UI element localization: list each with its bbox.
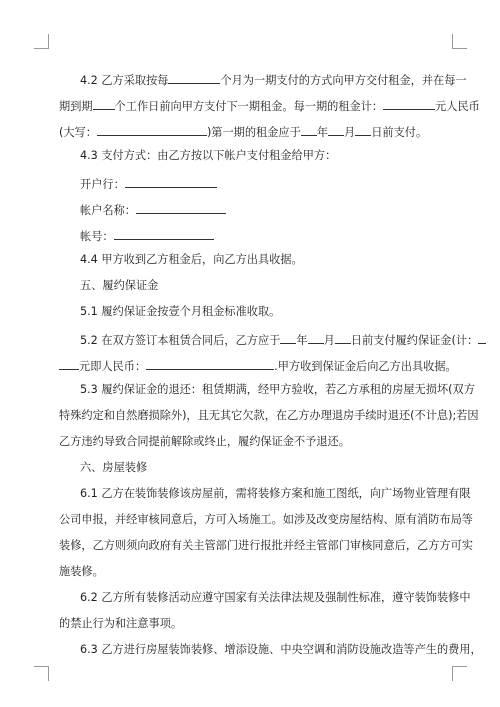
blank-working-days <box>93 97 115 110</box>
text: 年 <box>296 334 308 347</box>
text: )第一期的租金应于 <box>206 126 301 139</box>
clause-6-1-line-2: 公司申报，并经审核同意后，方可入场施工。如涉及改变房屋结构、原有消防布局等 <box>59 513 473 526</box>
blank-year <box>280 331 296 344</box>
corner-mark-bottom-right <box>452 666 467 681</box>
blank-bank <box>125 175 217 188</box>
blank-rent-amount <box>383 97 435 110</box>
corner-mark-top-left <box>34 34 49 49</box>
account-number-line <box>80 227 214 244</box>
text: 帐户名称： <box>80 204 136 217</box>
blank-deposit-amount <box>59 357 79 370</box>
clause-6-1-line-4: 施装修。 <box>59 565 104 578</box>
clause-6-2-line-1: 6.2 乙方所有装修活动应遵守国家有关法律法规及强制性标准，遵守装饰装修中 <box>80 591 471 604</box>
text: 日前支付履约保证金(计： <box>350 334 479 347</box>
blank-day <box>355 123 371 136</box>
clause-4-2-line-1 <box>80 71 467 88</box>
clause-4-2-line-3 <box>59 123 427 140</box>
blank-deposit-rmb <box>146 357 274 370</box>
text: 月 <box>323 334 335 347</box>
text: 开户行： <box>80 178 125 191</box>
blank-month <box>308 331 324 344</box>
clause-5-3-line-2: 特殊约定和自然磨损除外)，且无其它欠款，在乙方办理退房手续时退还(不计息);若因 <box>59 409 479 422</box>
text: 4.2 乙方采取按每 <box>80 74 169 87</box>
blank-deposit-start <box>478 331 486 344</box>
blank-account-number <box>114 227 214 240</box>
clause-5-2-line-2 <box>59 357 457 374</box>
clause-4-4: 4.4 甲方收到乙方租金后，向乙方出具收据。 <box>80 253 303 266</box>
text: 年 <box>316 126 329 139</box>
clause-5-1: 5.1 履约保证金按壹个月租金标准收取。 <box>80 305 281 318</box>
blank-amount-in-words <box>97 123 207 136</box>
text: .甲方收到保证金后向乙方出具收据。 <box>274 360 457 373</box>
clause-6-3-line-1: 6.3 乙方进行房屋装饰装修、增添设施、中央空调和消防设施改造等产生的费用， <box>80 643 482 656</box>
corner-mark-top-right <box>452 34 467 49</box>
blank-year <box>301 123 317 136</box>
clause-5-2-line-1 <box>80 331 486 348</box>
section-5-heading: 五、履约保证金 <box>80 279 159 292</box>
clause-4-2-line-2 <box>59 97 480 114</box>
clause-6-2-line-2: 的禁止行为和注意事项。 <box>59 617 183 630</box>
blank-month <box>328 123 344 136</box>
text: (大写： <box>59 126 97 139</box>
corner-mark-bottom-left <box>34 666 49 681</box>
text: 日前支付。 <box>371 126 428 139</box>
clause-5-3-line-3: 乙方违约导致合同提前解除或终止，履约保证金不予退还。 <box>59 435 350 448</box>
text: 帐号： <box>80 230 114 243</box>
text: 个月为一期支付的方式向甲方交付租金，并在每一 <box>220 74 467 87</box>
blank-account-name <box>136 201 226 214</box>
account-name-line <box>80 201 226 218</box>
text: 期到期 <box>59 100 93 113</box>
clause-4-3: 4.3 支付方式：由乙方按以下帐户支付租金给甲方： <box>80 149 337 162</box>
blank-day <box>335 331 351 344</box>
blank-months <box>168 71 220 84</box>
clause-6-1-line-1: 6.1 乙方在装饰装修该房屋前，需将装修方案和施工图纸，向广场物业管理有限 <box>80 487 471 500</box>
text: 个工作日前向甲方支付下一期租金。每一期的租金计： <box>114 100 384 113</box>
text: 元人民币 <box>435 100 480 113</box>
clause-6-1-line-3: 装修，乙方则须向政府有关主管部门进行报批并经主管部门审核同意后，乙方方可实 <box>59 539 473 552</box>
clause-5-3-line-1: 5.3 履约保证金的退还：租赁期满，经甲方验收，若乙方承租的房屋无损坏(双方 <box>80 383 475 396</box>
section-6-heading: 六、房屋装修 <box>80 461 148 474</box>
text: 5.2 在双方签订本租赁合同后，乙方应于 <box>80 334 281 347</box>
bank-line <box>80 175 217 192</box>
text: 元即人民币： <box>79 360 147 373</box>
text: 月 <box>344 126 356 139</box>
